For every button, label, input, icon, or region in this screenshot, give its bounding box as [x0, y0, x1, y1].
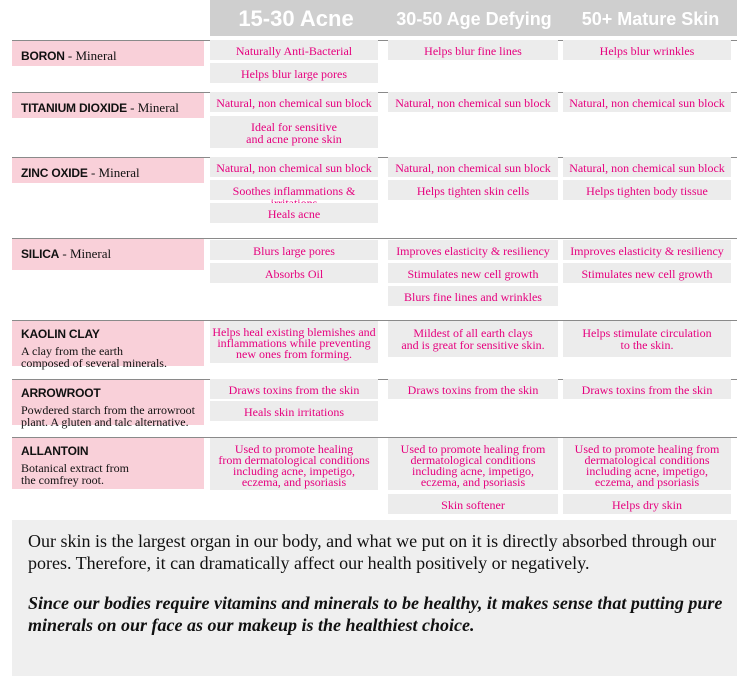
benefit-cell: Used to promote healing from dermatological conditions including acne, impetigo, eczema, and psoriasis: [563, 438, 731, 490]
benefit-cell: Stimulates new cell growth: [388, 263, 558, 283]
column-header-acne: 15-30 Acne: [238, 6, 354, 31]
benefit-cell: Helps dry skin: [563, 494, 731, 514]
footer-paragraph: Our skin is the largest organ in our body, and what we put on it is directly absorbed through our pores. Therefore, it can dramatically affect our health positively or negatively.: [28, 531, 717, 573]
mineral-label-allantoin: [12, 437, 204, 489]
benefit-cell: Draws toxins from the skin: [563, 379, 731, 399]
benefit-cell: Natural, non chemical sun block: [563, 157, 731, 177]
mineral-name: TITANIUM DIOXIDE: [21, 101, 127, 115]
benefit-cell: Helps tighten skin cells: [388, 180, 558, 200]
mineral-type: - Mineral: [126, 100, 179, 115]
benefit-cell: Skin softener: [388, 494, 558, 514]
benefit-cell: Helps stimulate circulation to the skin.: [563, 321, 731, 357]
benefit-cell: Blurs large pores: [210, 240, 378, 260]
mineral-name: BORON: [21, 49, 65, 63]
mineral-label-zinc-oxide: [12, 157, 204, 183]
footer-emphasis: Since our bodies require vitamins and minerals to be healthy, it makes sense that putting pure minerals on our face as our makeup is the healthiest choice.: [28, 593, 723, 635]
benefit-cell: Soothes inflammations &: [210, 180, 378, 200]
mineral-type: - Mineral: [87, 165, 140, 180]
column-header-mature-skin: 50+ Mature Skin: [581, 9, 720, 29]
mineral-description: Botanical extract from the comfrey root.: [21, 461, 129, 487]
mineral-type: - Mineral: [64, 48, 117, 63]
mineral-label-titanium-dioxide: [12, 92, 204, 118]
mineral-description: Powdered starch from the arrowroot plant. A gluten and talc alternative.: [21, 403, 195, 429]
benefit-cell: Draws toxins from the skin: [388, 379, 558, 399]
benefit-cell: Used to promote healing from dermatological conditions including acne, impetigo, eczema, and psoriasis: [210, 438, 378, 490]
mineral-name: SILICA: [21, 247, 60, 261]
benefit-cell: Stimulates new cell growth: [563, 263, 731, 283]
mineral-label-silica: [12, 238, 204, 270]
benefit-cell: Natural, non chemical sun block: [210, 92, 378, 112]
benefit-cell: Improves elasticity & resiliency: [388, 240, 558, 260]
benefit-cell: Improves elasticity & resiliency: [563, 240, 731, 260]
mineral-name: KAOLIN CLAY: [21, 327, 100, 341]
benefit-cell: Helps blur large pores: [210, 63, 378, 83]
mineral-description: A clay from the earth composed of several minerals.: [21, 344, 167, 370]
benefit-cell: Helps blur wrinkles: [563, 40, 731, 60]
benefit-cell: Mildest of all earth clays and is great for sensitive skin.: [388, 321, 558, 357]
row-divider: [204, 238, 737, 239]
mineral-name: ZINC OXIDE: [21, 166, 88, 180]
benefit-cell: Natural, non chemical sun block: [563, 92, 731, 112]
benefit-cell: Heals acne: [210, 203, 378, 223]
benefit-cell: Naturally Anti-Bacterial: [210, 40, 378, 60]
benefit-cell: Natural, non chemical sun block: [388, 157, 558, 177]
benefit-cell: Helps tighten body tissue: [563, 180, 731, 200]
mineral-type: - Mineral: [59, 246, 112, 261]
benefit-cell: Natural, non chemical sun block: [210, 157, 378, 177]
mineral-label-boron: [12, 40, 204, 66]
mineral-name: ALLANTOIN: [21, 444, 89, 458]
benefit-cell: Helps heal existing blemishes and inflammations while preventing new ones from forming.: [210, 321, 378, 363]
benefit-cell: Helps blur fine lines: [388, 40, 558, 60]
benefit-cell: Blurs fine lines and wrinkles: [388, 286, 558, 306]
benefit-cell: Draws toxins from the skin: [210, 379, 378, 399]
benefit-cell: Ideal for sensitive and acne prone skin: [210, 116, 378, 148]
benefit-cell: Heals skin irritations: [210, 401, 378, 421]
benefit-cell: Used to promote healing from dermatological conditions including acne, impetigo, eczema, and psoriasis: [388, 438, 558, 490]
column-header-age-defying: 30-50 Age Defying: [396, 9, 552, 29]
footer-note: [12, 520, 737, 676]
benefit-cell: Natural, non chemical sun block: [388, 92, 558, 112]
benefit-cell: Absorbs Oil: [210, 263, 378, 283]
mineral-label-kaolin-clay: [12, 320, 204, 370]
mineral-name: ARROWROOT: [21, 386, 101, 400]
mineral-label-arrowroot: [12, 379, 204, 429]
